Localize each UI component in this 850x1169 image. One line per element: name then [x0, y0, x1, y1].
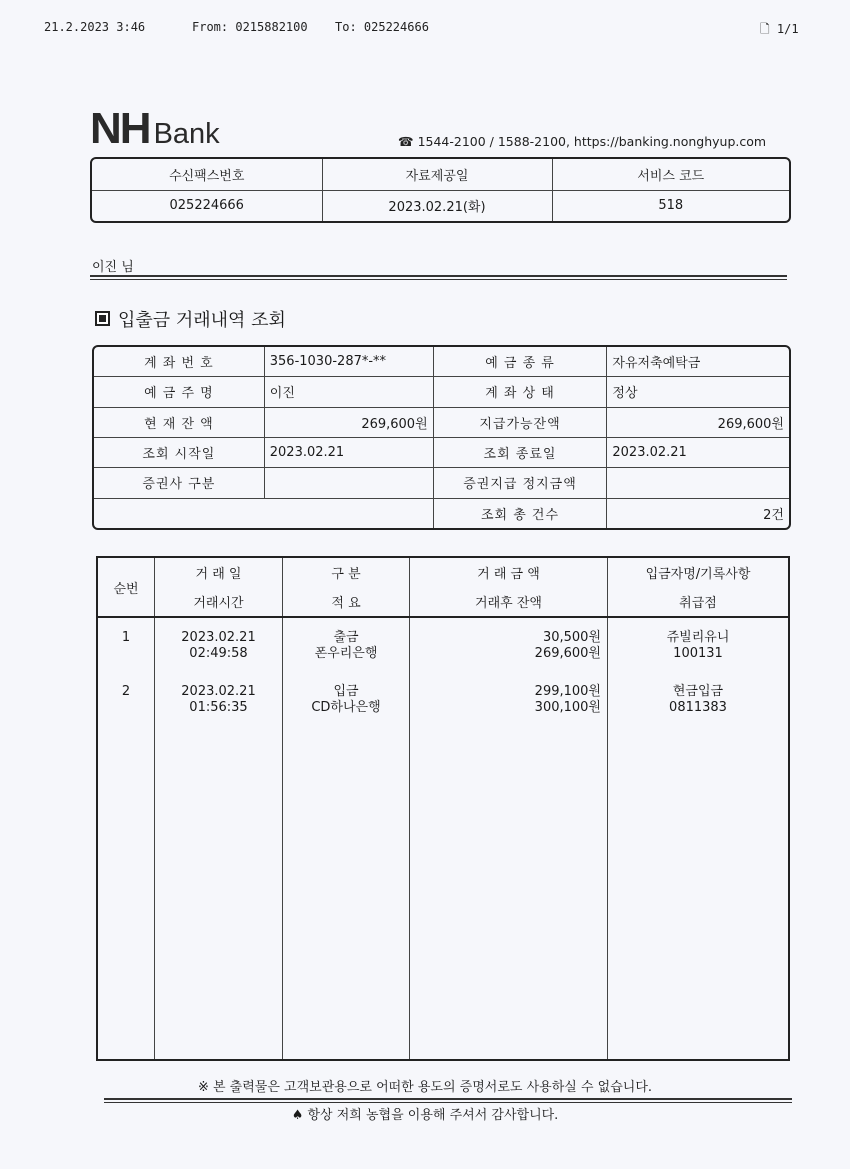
empty-cell [97, 717, 155, 1060]
empty-cell [94, 498, 433, 528]
end-date-value: 2023.02.21 [607, 437, 789, 467]
row-depositor: 현금입금 [672, 684, 724, 699]
row-balance: 269,600원 [534, 646, 601, 661]
bank-contact [398, 134, 766, 149]
account-info-table [92, 345, 791, 530]
contact-text: 1544-2100 / 1588-2100, https://banking.nonghyup.com [417, 134, 767, 149]
col-date: 거 래 일 [155, 557, 283, 587]
recv-fax-label: 수신팩스번호 [92, 159, 322, 190]
row-datetime [155, 617, 283, 663]
balance-value: 269,600원 [264, 407, 433, 437]
section-title-text: 입출금 거래내역 조회 [118, 310, 286, 331]
start-date-value: 2023.02.21 [264, 437, 433, 467]
fax-to: To: 025224666 [335, 20, 429, 34]
table-row [97, 663, 789, 717]
row-time: 02:49:58 [189, 646, 248, 661]
row-depositor-branch [608, 663, 790, 717]
row-memo: CD하나은행 [311, 700, 381, 715]
owner-label: 예 금 주 명 [94, 377, 264, 407]
square-bullet-icon [95, 311, 110, 326]
col-amount: 거 래 금 액 [410, 557, 608, 587]
divider [104, 1098, 792, 1103]
row-memo: 폰우리은행 [314, 646, 378, 661]
row-date: 2023.02.21 [181, 630, 256, 645]
thanks-message: ♠ 항상 저희 농협을 이용해 주셔서 감사합니다. [291, 1108, 559, 1123]
col-memo: 적 요 [283, 587, 410, 617]
row-time: 01:56:35 [189, 700, 248, 715]
row-date: 2023.02.21 [181, 684, 256, 699]
row-amount: 299,100원 [534, 684, 601, 699]
fax-from: From: 0215882100 [192, 20, 308, 34]
transactions-table [96, 556, 790, 1061]
row-type: 입금 [333, 684, 359, 699]
phone-icon: ☎ [398, 134, 414, 149]
deposit-type-value: 자유저축예탁금 [607, 347, 789, 377]
row-depositor-branch [608, 617, 790, 663]
row-depositor: 쥬빌리유니 [666, 630, 730, 645]
fax-page [760, 20, 799, 41]
deposit-type-label: 예 금 종 류 [433, 347, 607, 377]
owner-value: 이진 [264, 377, 433, 407]
fax-page-number: 1/1 [776, 22, 799, 36]
row-amounts [410, 663, 608, 717]
start-date-label: 조회 시작일 [94, 437, 264, 467]
col-type: 구 분 [283, 557, 410, 587]
usage-notice: ※ 본 출력물은 고객보관용으로 어떠한 용도의 증명서로도 사용하실 수 없습니다. [197, 1080, 653, 1095]
end-date-label: 조회 종료일 [433, 437, 607, 467]
customer-name: 이진 님 [92, 260, 134, 275]
logo-bank: Bank [153, 118, 220, 150]
row-branch: 0811383 [669, 700, 727, 715]
table-empty-area [97, 717, 789, 1060]
balance-label: 현 재 잔 액 [94, 407, 264, 437]
row-type-memo [283, 663, 410, 717]
available-value: 269,600원 [607, 407, 789, 437]
provide-date-value: 2023.02.21(화) [322, 190, 552, 221]
empty-cell [155, 717, 283, 1060]
securities-label: 증권사 구분 [94, 468, 264, 498]
row-no: 2 [97, 663, 155, 717]
service-code-label: 서비스 코드 [552, 159, 789, 190]
row-no: 1 [97, 617, 155, 663]
account-no-value: 356-1030-287*-** [264, 347, 433, 377]
table-row [97, 617, 789, 663]
row-branch: 100131 [673, 646, 723, 661]
status-label: 계 좌 상 태 [433, 377, 607, 407]
col-balance: 거래후 잔액 [410, 587, 608, 617]
col-depositor: 입금자명/기록사항 [608, 557, 790, 587]
row-type: 출금 [333, 630, 359, 645]
page-icon: 🗋 [760, 22, 770, 36]
count-label: 조회 총 건수 [433, 498, 607, 528]
stop-amount-label: 증권지급 정지금액 [433, 468, 607, 498]
divider [90, 275, 787, 280]
col-time: 거래시간 [155, 587, 283, 617]
empty-cell [608, 717, 790, 1060]
col-no: 순번 [97, 557, 155, 617]
stop-amount-value [607, 468, 789, 498]
logo-nh: NH [90, 104, 150, 153]
bank-logo [90, 104, 220, 154]
service-code-value: 518 [552, 190, 789, 221]
fax-datetime: 21.2.2023 3:46 [44, 20, 146, 34]
row-datetime [155, 663, 283, 717]
status-value: 정상 [607, 377, 789, 407]
row-type-memo [283, 617, 410, 663]
row-amounts [410, 617, 608, 663]
fax-info-table [90, 157, 791, 223]
available-label: 지급가능잔액 [433, 407, 607, 437]
recv-fax-value: 025224666 [92, 190, 322, 221]
count-value: 2건 [607, 498, 789, 528]
section-title [95, 306, 286, 332]
row-balance: 300,100원 [534, 700, 601, 715]
empty-cell [410, 717, 608, 1060]
securities-value [264, 468, 433, 498]
empty-cell [283, 717, 410, 1060]
col-branch: 취급점 [608, 587, 790, 617]
account-no-label: 계 좌 번 호 [94, 347, 264, 377]
provide-date-label: 자료제공일 [322, 159, 552, 190]
row-amount: 30,500원 [542, 630, 601, 645]
